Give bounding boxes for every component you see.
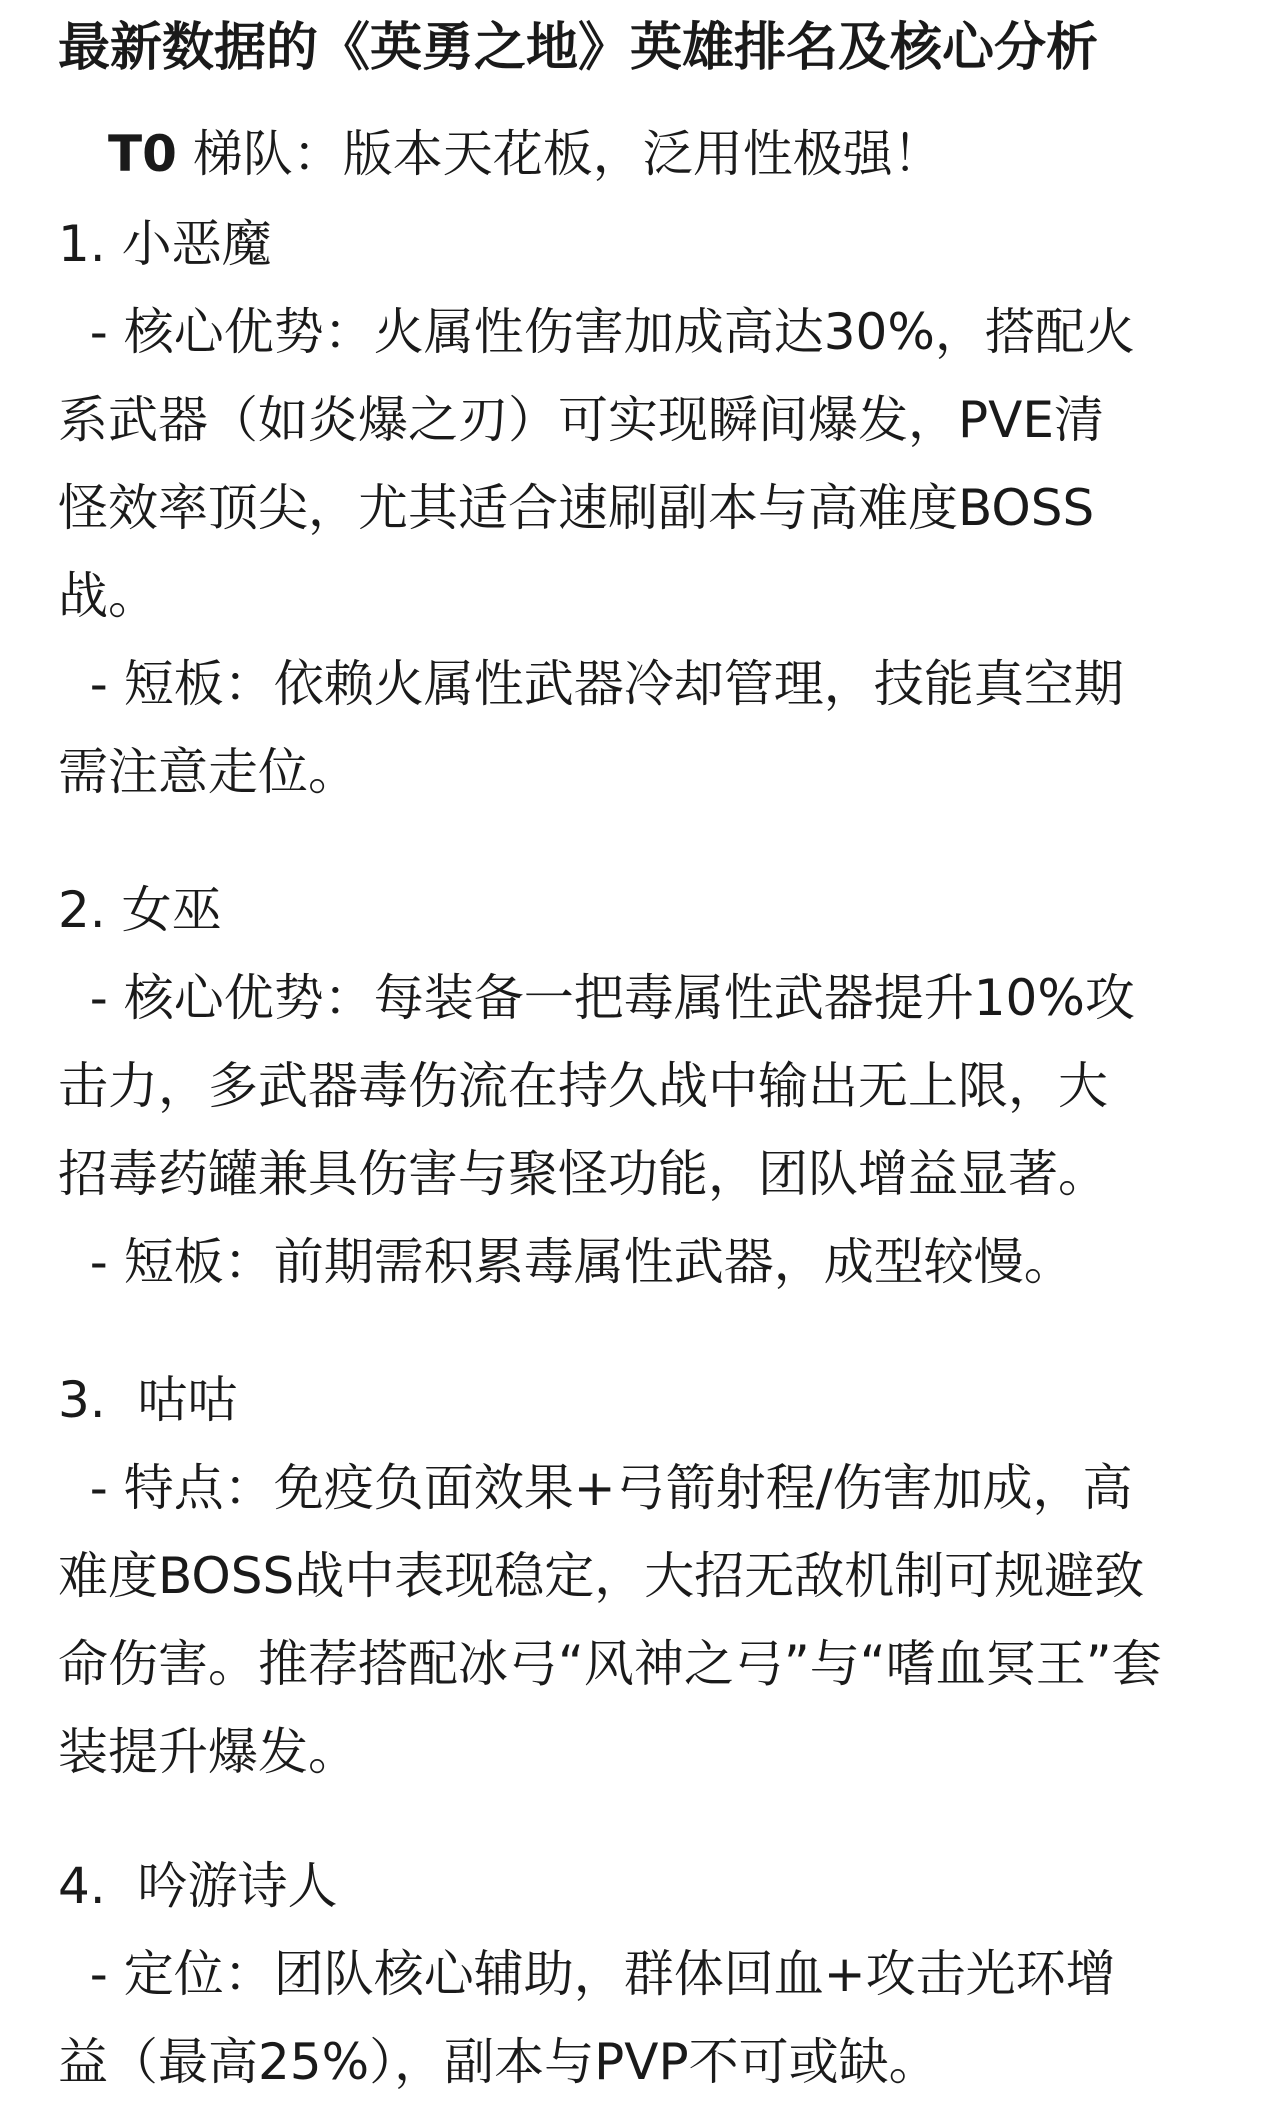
hero-text-line: 击力，多武器毒伤流在持久战中输出无上限，大 [58,1057,1108,1115]
hero-text-line: - 短板：前期需积累毒属性武器，成型较慢。 [58,1233,1074,1291]
hero-text-line: 益（最高25%），副本与PVP不可或缺。 [58,2033,939,2091]
hero-heading: 3. 咕咕 [58,1371,238,1429]
hero-text-line: - 特点：免疫负面效果+弓箭射程/伤害加成，高 [58,1459,1133,1517]
tier-line [108,124,943,184]
hero-text-line: - 核心优势：每装备一把毒属性武器提升10%攻 [58,969,1135,1027]
hero-text-line: 命伤害。推荐搭配冰弓“风神之弓”与“嗜血冥王”套 [58,1635,1162,1693]
hero-text-line: - 核心优势：火属性伤害加成高达30%，搭配火 [58,303,1135,361]
hero-text-line: 难度BOSS战中表现稳定，大招无敌机制可规避致 [58,1547,1145,1605]
hero-text-line: 招毒药罐兼具伤害与聚怪功能，团队增益显著。 [58,1145,1108,1203]
hero-text-line: 需注意走位。 [58,743,358,801]
hero-heading: 1. 小恶魔 [58,215,272,273]
tier-description: 梯队：版本天花板，泛用性极强！ [176,125,943,183]
hero-heading: 4. 吟游诗人 [58,1857,338,1915]
hero-text-line: 装提升爆发。 [58,1723,358,1781]
hero-text-line: 战。 [58,567,158,625]
hero-text-line: - 短板：依赖火属性武器冷却管理，技能真空期 [58,655,1124,713]
hero-text-line: 系武器（如炎爆之刃）可实现瞬间爆发，PVE清 [58,391,1104,449]
hero-text-line: 怪效率顶尖，尤其适合速刷副本与高难度BOSS [58,479,1095,537]
hero-heading: 2. 女巫 [58,881,222,939]
page-title: 最新数据的《英勇之地》英雄排名及核心分析 [58,18,1099,78]
tier-tag: T0 [108,125,177,183]
hero-text-line: - 定位：团队核心辅助，群体回血+攻击光环增 [58,1945,1116,2003]
